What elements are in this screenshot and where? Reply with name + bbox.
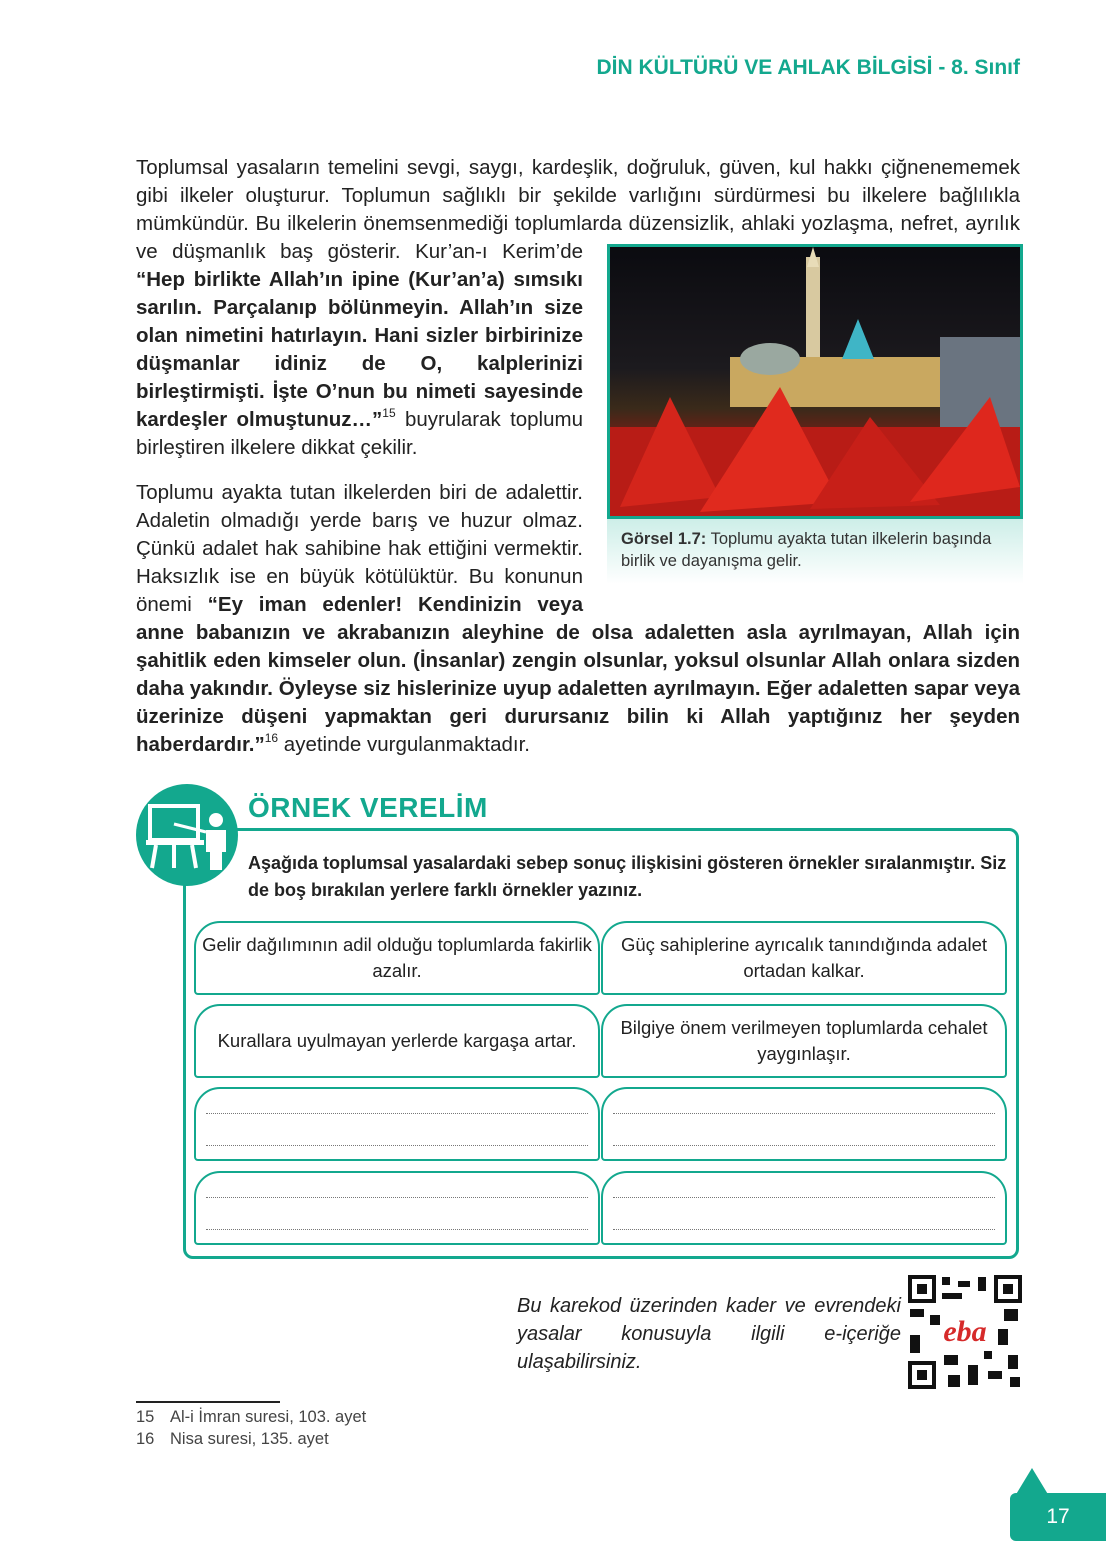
mosque-flags-photo <box>607 244 1023 519</box>
text: buyrularak toplumu birleştiren ilkelere dikkat çekilir. <box>136 408 583 459</box>
example-cell: Gelir dağılımının adil olduğu toplumlarda fakirlik azalır. <box>194 921 600 995</box>
answer-cell[interactable] <box>194 1171 600 1245</box>
example-title: ÖRNEK VERELİM <box>248 792 488 823</box>
answer-cell[interactable] <box>194 1087 600 1161</box>
answer-cell[interactable] <box>601 1171 1007 1245</box>
example-cell: Kurallara uyulmayan yerlerde kargaşa artar. <box>194 1004 600 1078</box>
page-number: 17 <box>1010 1493 1106 1541</box>
running-header: DİN KÜLTÜRÜ VE AHLAK BİLGİSİ - 8. Sınıf <box>596 56 1020 79</box>
example-cell: Bilgiye önem verilmeyen toplumlarda cehalet yaygınlaşır. <box>601 1004 1007 1078</box>
footnote-text: Al-i İmran suresi, 103. ayet <box>170 1408 367 1426</box>
footnote <box>136 1408 366 1427</box>
footnote <box>136 1430 329 1449</box>
figure <box>607 244 1023 584</box>
figure-caption <box>607 519 1023 584</box>
qr-description: Bu karekod üzerinden kader ve evrendeki yasalar konusuyla ilgili e-içeriğe ulaşabilirsiniz. <box>517 1295 901 1373</box>
caption-label: Görsel 1.7: <box>621 530 707 548</box>
footnote-divider <box>136 1401 280 1403</box>
page-tab-arrow <box>1015 1468 1049 1496</box>
footnote-number: 15 <box>136 1408 155 1426</box>
body-text <box>136 154 1020 776</box>
footnote-text: Nisa suresi, 135. ayet <box>170 1430 329 1448</box>
quote: “Ey iman edenler! Kendinizin veya anne babanızın ve akrabanızın aleyhine de olsa adaletten asla ayrılmayan, Allah için şahitlik eden kimseler olun. (İnsanlar) zengin olsunlar, yoksul olsunlar Allah onlara sizden daha yakındır. Öyleyse siz hislerinize uyup adaletten ayrılmayın. Eğer adaletten sapar veya üzerinize düşeni yapmaktan geri durursanız bilin ki Allah yaptığınız her şeyden haberdardır.” <box>136 593 1020 756</box>
footnote-number: 16 <box>136 1430 155 1448</box>
example-instructions: Aşağıda toplumsal yasalardaki sebep sonuç ilişkisini gösteren örnekler sıralanmıştır. Siz de boş bırakılan yerlere farklı örnekler yazınız. <box>248 853 1007 900</box>
example-cell: Güç sahiplerine ayrıcalık tanındığında adalet ortadan kalkar. <box>601 921 1007 995</box>
footnote-ref[interactable]: 16 <box>264 731 279 745</box>
footnote-ref[interactable]: 15 <box>382 406 396 420</box>
qr-code-icon[interactable] <box>908 1275 1022 1389</box>
quote: “Hep birlikte Allah’ın ipine (Kur’an’a) sımsıkı sarılın. Parçalanıp bölünmeyin. Allah’ın size olan nimetini hatırlayın. Hani sizler birbirinize düşmanlar idiniz de O, kalplerinizi birleştirmişti. İşte O’nun bu nimeti sayesinde kardeşler olmuştunuz…” <box>136 268 583 431</box>
text: Toplumu ayakta tutan ilkelerden biri de adalettir. Adaletin olmadığı yerde barış ve huzur olmaz. Çünkü adalet hak sahibine hak ettiğini vermektir. Haksızlık ise en büyük kötülüktür. Bu konunun önemi <box>136 481 583 616</box>
text: ayetinde vurgulanmaktadır. <box>278 733 530 756</box>
teacher-board-icon <box>136 784 238 886</box>
caption-text: Toplumu ayakta tutan ilkelerin başında birlik ve dayanışma gelir. <box>621 530 992 570</box>
text: Toplumsal yasaların temelini sevgi, saygı, kardeşlik, doğruluk, güven, kul hakkı çiğnenememek gibi ilkeler oluşturur. Toplumun sağlıklı bir şekilde varlığını sürdürmesi bu ilkelere bağlılıkla mümkündür. Bu ilkelerin önemsenmediği toplumlarda düzensizlik, ahlaki yozlaşma, nefret, ayrılık ve düşmanlık baş gösterir. Kur’an-ı Kerim’de <box>136 156 1020 263</box>
answer-cell[interactable] <box>601 1087 1007 1161</box>
eba-logo: eba <box>943 1315 987 1348</box>
